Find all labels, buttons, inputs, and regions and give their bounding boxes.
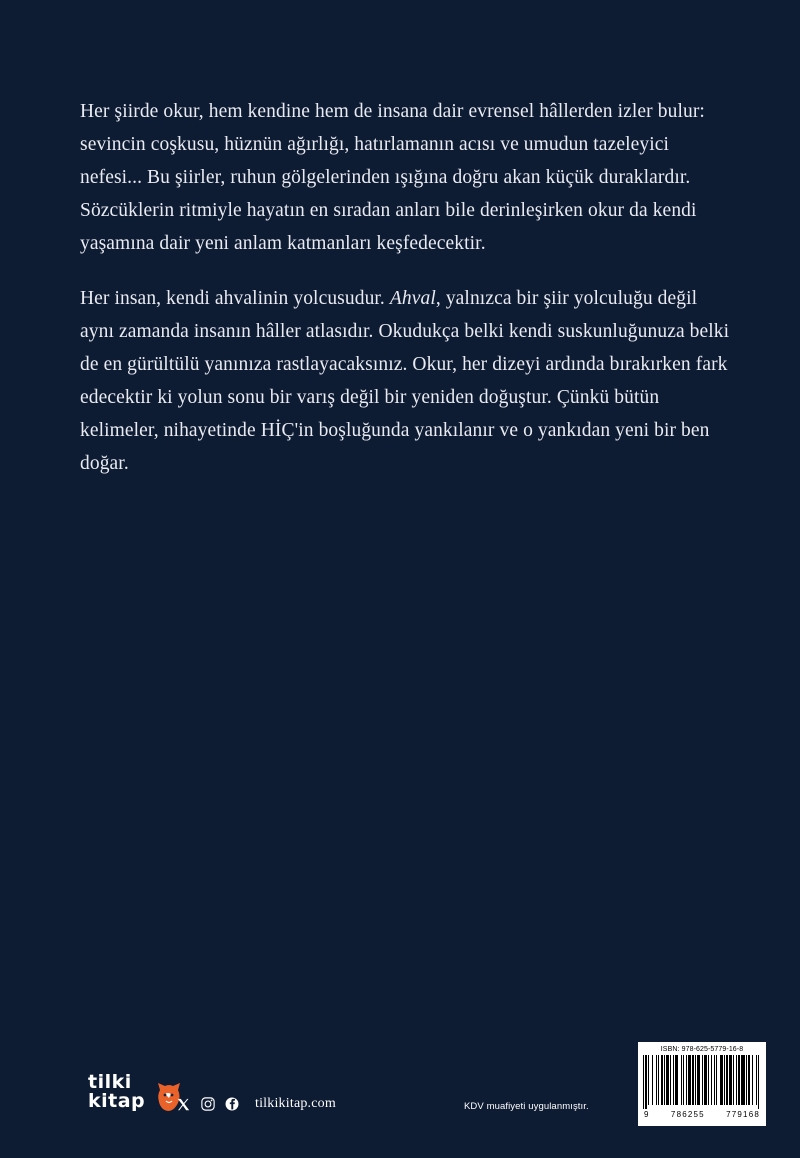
book-title-italic: Ahval: [389, 288, 436, 309]
website-url[interactable]: tilkikitap.com: [255, 1096, 336, 1111]
facebook-icon[interactable]: [224, 1097, 239, 1112]
publisher-logo-text: [88, 1072, 166, 1111]
barcode: [638, 1042, 766, 1126]
publisher-logo-line1: tilki: [88, 1071, 132, 1093]
barcode-digit-right: 779168: [726, 1110, 760, 1119]
barcode-digits: [643, 1109, 761, 1119]
blurb-paragraph-2: [80, 282, 736, 480]
instagram-icon[interactable]: [200, 1097, 215, 1112]
blurb-paragraph-2-part-1: Her insan, kendi ahvalinin yolcusudur.: [80, 288, 390, 309]
barcode-bars: [643, 1055, 761, 1109]
publisher-logo: [88, 1072, 166, 1114]
barcode-digit-mid: 786255: [670, 1110, 705, 1119]
x-twitter-icon[interactable]: [176, 1097, 191, 1112]
blurb-paragraph-1: Her şiirde okur, hem kendine hem de insana dair evrensel hâllerden izler bulur: sevincin coşkusu, hüznün ağırlığı, hatırlamanın acısı ve umudun tazeleyici nefesi... Bu şiirler, ruhun gölgelerinden ışığına doğru akan küçük duraklardır. Sözcüklerin ritmiyle hayatın en sıradan anları bile derinleşirken okur da kendi yaşamına dair yeni anlam katmanları keşfedecektir.: [80, 101, 705, 254]
barcode-digit-left: 9: [644, 1110, 650, 1119]
footer: [0, 1008, 800, 1158]
blurb-paragraph-2-part-2: , yalnızca bir şiir yolculuğu değil aynı zamanda insanın hâller atlasıdır. Okudukça belki kendi suskunluğunuza belki de en gürültülü yanınıza rastlayacaksınız. Okur, her dizeyi ardında bırakırken fark edecektir ki yolun sonu bir varış değil bir yeniden doğuştur. Çünkü bütün kelimeler, nihayetinde HİÇ'in boşluğunda yankılanır ve o yankıdan yeni bir ben doğar.: [80, 288, 730, 474]
social-links[interactable]: [176, 1096, 336, 1112]
tax-note: KDV muafiyeti uygulanmıştır.: [464, 1101, 589, 1112]
blurb-text: [80, 95, 736, 502]
publisher-logo-line2: kitap: [88, 1090, 146, 1112]
isbn-label: ISBN: 978-625-5779-16-8: [660, 1046, 744, 1053]
